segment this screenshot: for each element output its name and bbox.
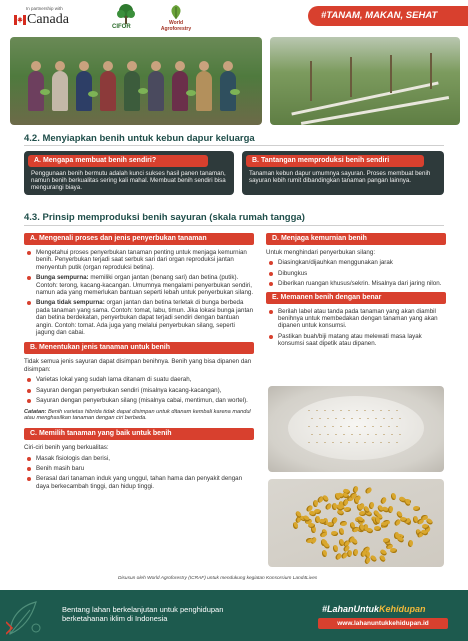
corn-kernel — [390, 493, 396, 501]
seed-grain — [372, 410, 374, 411]
list-item-text: Pastikan buah/biji matang atau melewati masa layak konsumsi saat dipetik atau dipanen. — [278, 332, 422, 348]
corn-kernel — [344, 507, 351, 512]
seed-grain — [351, 434, 353, 435]
list-item — [24, 455, 254, 462]
wa-label-line-2: Agroforestry — [160, 25, 192, 32]
bullet-icon — [269, 310, 273, 314]
seed-grain — [308, 442, 310, 443]
corn-kernel — [320, 531, 328, 538]
bullet-icon — [27, 457, 31, 461]
seed-grain — [308, 410, 310, 411]
seeds-on-plate-photo — [268, 386, 444, 472]
list-item — [266, 333, 446, 348]
corn-kernel — [407, 540, 413, 548]
section-4-3-title: 4.3. Prinsip memproduksi benih sayuran (skala rumah tangga) — [24, 212, 305, 223]
bullet-icon — [269, 335, 273, 339]
footer — [0, 590, 468, 641]
bullet-icon — [27, 301, 31, 305]
seed-challenges-title: B. Tantangan memproduksi benih sendiri — [246, 155, 424, 167]
list-item — [24, 475, 254, 490]
corn-kernel — [339, 528, 345, 536]
right-column — [266, 233, 446, 352]
seed-grain — [396, 442, 398, 443]
world-agroforestry-logo — [156, 4, 196, 32]
seed-grain — [367, 418, 369, 419]
garden-pole — [430, 53, 432, 89]
seed-grain — [327, 418, 329, 419]
photo-figure — [100, 71, 116, 111]
photo-figure-head — [103, 61, 113, 71]
bullet-icon — [269, 282, 273, 286]
seed-grain — [340, 442, 342, 443]
seed-grain — [316, 426, 318, 427]
bullet-icon — [27, 378, 31, 382]
garden-pole — [390, 55, 392, 93]
corn-kernel — [370, 555, 378, 564]
note-label: Catatan: — [24, 408, 47, 415]
corn-kernel — [340, 552, 348, 560]
seed-grain — [316, 442, 318, 443]
seed-grain — [324, 442, 326, 443]
batik-leaf-icon — [6, 598, 44, 638]
photo-figure — [148, 71, 164, 111]
list-item-text: Diasingkan/dijauhkan menggunakan jarak — [278, 259, 393, 267]
photo-figure — [52, 71, 68, 111]
seed-grain — [340, 410, 342, 411]
photo-figure-head — [199, 61, 209, 71]
bullet-icon — [269, 272, 273, 276]
corn-kernel — [322, 542, 330, 550]
pollination-section-title: A. Mengenali proses dan jenis penyerbukan tanaman — [24, 233, 254, 245]
seed-grain — [332, 442, 334, 443]
list-item-text: Sayuran dengan penyerbukan silang (misalnya cabai, mentimun, dan wortel). — [36, 397, 248, 405]
section-divider — [24, 145, 444, 146]
seed-grain — [335, 434, 337, 435]
seed-purity-list — [266, 259, 446, 287]
list-item-text: Varietas lokal yang sudah lama ditanam di suatu daerah, — [36, 376, 192, 384]
footer-hashtag-prefix: #LahanUntuk — [322, 604, 380, 614]
canada-logo — [10, 6, 82, 30]
seed-grain — [364, 426, 366, 427]
note-text: Benih varietas hibrida tidak dapat disimpan untuk ditanam kembali karena mandul atau menghasilkan tanaman dengan ciri berbeda. — [24, 408, 251, 422]
seed-grain — [375, 418, 377, 419]
seed-grain — [367, 434, 369, 435]
list-item-text: organ jantan dan betina terletak di bunga berbeda pada tanaman yang sama. Contoh: tomat, labu, timun. Jika lokasi bunga jantan dan betina berdekatan, penyerbukan dapat terjadi sendiri dengan bantuan angin. Contoh: tomat. Ada juga yang melalui penyerbukan silang, seperti jagung dan cabai. — [36, 299, 254, 337]
choose-plant-list — [24, 455, 254, 491]
cifor-label: CIFOR — [112, 24, 131, 30]
choose-plant-section-title: C. Memilih tanaman yang baik untuk benih — [24, 428, 254, 440]
list-item-text: Berilah label atau tanda pada tanaman yang akan diambil benihnya untuk membedakan dengan tanaman yang akan dipanen untuk konsumsi. — [278, 307, 438, 330]
canada-wordmark: Canada — [27, 12, 69, 27]
photo-figure-head — [127, 61, 137, 71]
footer-tagline-line-1: Bentang lahan berkelanjutan untuk penghidupan — [62, 605, 224, 614]
footer-hashtag-highlight: Kehidupan — [379, 604, 426, 614]
list-item — [24, 299, 254, 336]
seed-grain — [319, 434, 321, 435]
seedling-leaf — [88, 91, 98, 97]
seed-grain — [391, 418, 393, 419]
hashtag-banner: #TANAM, MAKAN, SEHAT — [308, 6, 468, 26]
footer-tagline-line-2: berketahanan iklim di Indonesia — [62, 614, 168, 623]
seed-grain — [356, 426, 358, 427]
list-item — [266, 280, 446, 287]
seed-grain — [383, 434, 385, 435]
seed-grain — [359, 418, 361, 419]
corn-kernel — [368, 501, 375, 509]
garden-rows-photo — [270, 37, 460, 125]
corn-kernels-photo — [268, 479, 444, 567]
corn-kernel — [352, 548, 359, 556]
credit-line: Disusun oleh World Agroforestry (ICRAF) untuk mendukung kegiatan Konsorsium Land4Lives — [118, 576, 318, 581]
seed-purity-section-title: D. Menjaga kemurnian benih — [266, 233, 446, 245]
header — [0, 0, 468, 34]
photo-figure-head — [31, 61, 41, 71]
list-item-term: Bunga tidak sempurna: — [36, 299, 105, 307]
list-item-text: Mengetahui proses penyerbukan tanaman penting untuk menjaga kemurnian benih. Penyerbukan terjadi saat serbuk sari dari organ reproduksi jantan menyentuh putik (organ reproduksi betina). — [36, 249, 247, 271]
seed-grain — [375, 434, 377, 435]
seedling-leaf — [138, 88, 148, 94]
corn-kernel — [331, 531, 339, 537]
seed-grain — [348, 410, 350, 411]
seed-grain — [343, 434, 345, 435]
corn-kernel — [364, 487, 373, 495]
seed-grain — [388, 442, 390, 443]
seed-purity-intro: Untuk menghindari penyerbukan silang: — [266, 249, 376, 256]
seed-grain — [399, 418, 401, 419]
corn-kernel — [322, 549, 328, 556]
list-item-text: Sayuran dengan penyerbukan sendiri (misalnya kacang-kacangan), — [36, 386, 222, 394]
corn-kernel — [390, 548, 397, 554]
seed-grain — [364, 442, 366, 443]
bullet-icon — [27, 399, 31, 403]
list-item — [24, 397, 254, 404]
list-item — [266, 259, 446, 266]
corn-kernel — [413, 506, 420, 511]
corn-kernel — [340, 520, 347, 525]
bullet-icon — [27, 276, 31, 280]
why-own-seed-text: Penggunaan benih bermutu adalah kunci sukses hasil panen tanaman, namun benih berkualitas sering kali mahal. Membuat benih sendiri bisa mengurangi biaya. — [31, 170, 226, 192]
seed-grain — [348, 442, 350, 443]
list-item — [24, 249, 254, 271]
footer-tagline — [62, 605, 223, 623]
footer-website-link[interactable]: www.lahanuntukkehidupan.id — [318, 618, 448, 629]
seed-grain — [340, 426, 342, 427]
seed-grain — [348, 426, 350, 427]
partner-small-text: In partnership with — [26, 6, 63, 11]
photo-figure-head — [55, 61, 65, 71]
list-item-term: Bunga sempurna: — [36, 274, 89, 282]
seed-grain — [319, 418, 321, 419]
seed-grain — [324, 426, 326, 427]
seed-grain — [308, 426, 310, 427]
garden-row — [301, 96, 449, 125]
left-column — [24, 233, 254, 494]
corn-kernel — [380, 496, 388, 505]
seed-grain — [332, 410, 334, 411]
bullet-icon — [269, 261, 273, 265]
seed-grain — [372, 442, 374, 443]
why-own-seed-title: A. Mengapa membuat benih sendiri? — [28, 155, 208, 167]
hybrid-note — [24, 409, 254, 423]
seed-grain — [396, 426, 398, 427]
seed-grain — [343, 418, 345, 419]
corn-kernel — [352, 486, 359, 494]
world-agroforestry-label — [156, 21, 196, 32]
seed-grain — [391, 434, 393, 435]
list-item — [24, 465, 254, 472]
corn-kernel — [332, 544, 338, 552]
seed-grain — [311, 434, 313, 435]
corn-kernel — [374, 525, 382, 531]
seed-challenges-text: Tanaman kebun dapur umumnya sayuran. Proses membuat benih sayuran lebih rumit dibandingkan tanaman pangan lainnya. — [249, 170, 431, 185]
seed-grain — [383, 418, 385, 419]
garden-pole — [350, 57, 352, 97]
seed-grain — [372, 426, 374, 427]
seed-grain — [388, 410, 390, 411]
section-divider — [24, 225, 444, 226]
pollination-list — [24, 249, 254, 336]
bullet-icon — [27, 389, 31, 393]
photo-figure-head — [79, 61, 89, 71]
plant-type-section-title: B. Menentukan jenis tanaman untuk benih — [24, 342, 254, 354]
section-4-2-title: 4.2. Menyiapkan benih untuk kebun dapur keluarga — [24, 133, 255, 144]
seed-grain — [356, 442, 358, 443]
seed-grain — [380, 442, 382, 443]
plant-type-intro: Tidak semua jenis sayuran dapat disimpan benihnya. Benih yang bisa dipanen dan disimpan: — [24, 358, 252, 373]
leaf-logo-icon — [166, 4, 186, 20]
seed-grain — [396, 410, 398, 411]
why-own-seed-box — [24, 151, 234, 195]
list-item — [266, 270, 446, 277]
seed-grain — [356, 410, 358, 411]
seed-grain — [359, 434, 361, 435]
photo-figure — [196, 71, 212, 111]
plant-type-list — [24, 376, 254, 404]
list-item-text: Dibungkus — [278, 269, 308, 277]
seedling-leaf — [40, 89, 50, 95]
list-item-text: Masak fisiologis dan berisi, — [36, 454, 110, 462]
seed-grain — [324, 410, 326, 411]
harvest-seed-section-title: E. Memanen benih dengan benar — [266, 292, 446, 304]
maple-leaf-icon — [14, 15, 26, 25]
seedling-leaf — [186, 90, 196, 96]
seed-grain — [380, 410, 382, 411]
list-item-text: memiliki organ jantan (benang sari) dan betina (putik). Contoh: terong, kacang-kacangan. Umumnya mengalami penyerbukan sendiri, namun ada yang memerlukan bantuan seperti lebah untuk penyerbukan silang. — [36, 274, 254, 297]
seed-grain — [364, 410, 366, 411]
wa-label-line-1: World — [168, 20, 184, 26]
seedling-leaf — [230, 89, 240, 95]
seed-grain — [399, 434, 401, 435]
photo-figure-head — [223, 61, 233, 71]
seed-grain — [388, 426, 390, 427]
choose-plant-intro: Ciri-ciri benih yang berkualitas: — [24, 444, 109, 452]
corn-kernel — [322, 494, 330, 503]
garden-pole — [310, 61, 312, 101]
seed-grain — [316, 410, 318, 411]
tree-icon — [114, 4, 138, 24]
plate — [288, 396, 424, 460]
footer-hashtag — [322, 604, 426, 614]
seed-grain — [311, 418, 313, 419]
list-item-text: Diberikan ruangan khusus/sekrin. Misalnya dari jaring nilon. — [278, 280, 442, 288]
seed-grain — [332, 426, 334, 427]
list-item — [24, 274, 254, 296]
list-item-text: Benih masih baru — [36, 464, 85, 472]
seed-grain — [335, 418, 337, 419]
list-item — [24, 387, 254, 394]
photo-figure-head — [175, 61, 185, 71]
list-item — [266, 308, 446, 330]
harvest-seed-list — [266, 308, 446, 348]
bullet-icon — [27, 251, 31, 255]
group-photo-women-with-seedlings — [10, 37, 262, 125]
list-item — [24, 376, 254, 383]
corn-kernel — [387, 505, 394, 513]
seed-grain — [327, 434, 329, 435]
list-item-text: Berasal dari tanaman induk yang unggul, tahan hama dan penyakit dengan daya berkecambah tinggi, dan hidup tinggi. — [36, 475, 243, 490]
bullet-icon — [27, 467, 31, 471]
seed-challenges-box — [242, 151, 444, 195]
cifor-logo — [112, 4, 140, 32]
photo-figure-head — [151, 61, 161, 71]
seed-grain — [351, 418, 353, 419]
seed-grain — [380, 426, 382, 427]
bullet-icon — [27, 477, 31, 481]
